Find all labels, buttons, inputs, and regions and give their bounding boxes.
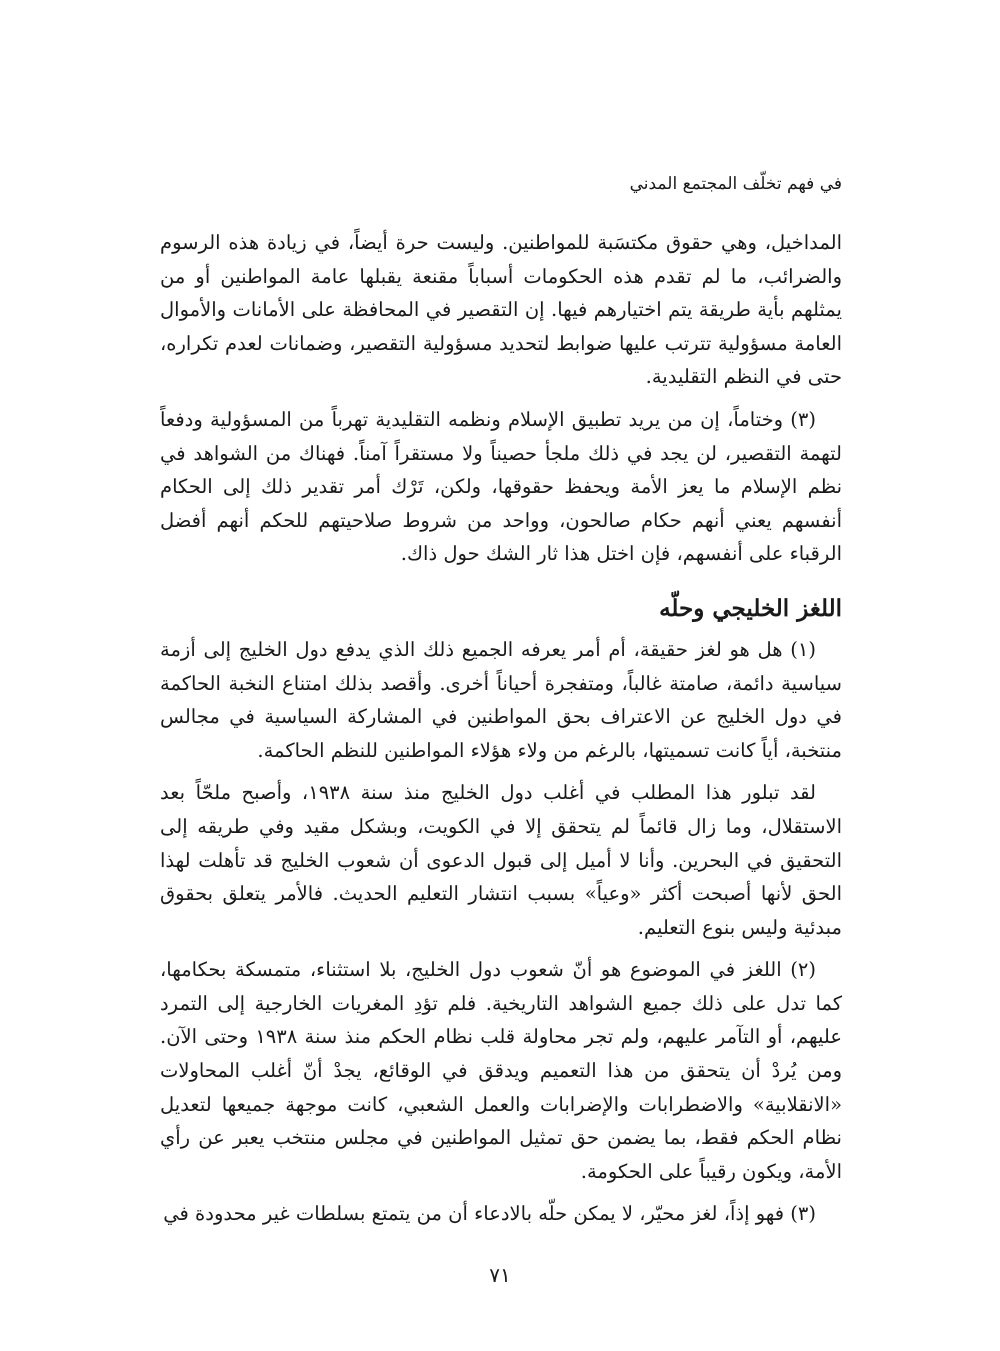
- paragraph-1: (١) هل هو لغز حقيقة، أم أمر يعرفه الجميع ذلك الذي يدفع دول الخليج إلى أزمة سياسية دائمة، صامتة غالباً، ومتفجرة أحياناً أخرى. وأقصد بذلك امتناع النخبة الحاكمة في دول الخليج عن الاعتراف بحق المواطنين في المشاركة السياسية في مجالس منتخبة، أياً كانت تسميتها، بالرغم من ولاء هؤلاء المواطنين للنظم الحاكمة.: [160, 637, 842, 762]
- paragraph-2: لقد تبلور هذا المطلب في أغلب دول الخليج منذ سنة ١٩٣٨، وأصبح ملحّاً بعد الاستقلال، وما زال قائماً لم يتحقق إلا في الكويت، وبشكل مقيد وفي طريقه إلى التحقيق في البحرين. وأنا لا أميل إلى قبول الدعوى أن شعوب الخليج قد تأهلت لهذا الحق لأنها أصبحت أكثر «وعياً» بسبب انتشار التعليم الحديث. فالأمر يتعلق بحقوق مبدئية وليس بنوع التعليم.: [160, 781, 842, 939]
- paragraph-3: (٢) اللغز في الموضوع هو أنّ شعوب دول الخليج، بلا استثناء، متمسكة بحكامها، كما تدل على ذلك جميع الشواهد التاريخية. فلم تؤدِ المغريات الخارجية إلى التمرد عليهم، أو التآمر عليهم، ولم تجر محاولة قلب نظام الحكم منذ سنة ١٩٣٨ وحتى الآن. ومن يُردْ أن يتحقق من هذا التعميم ويدقق في الوقائع، يجدْ أنّ أغلب المحاولات «الانقلابية» والاضطرابات والإضرابات والعمل الشعبي، كانت موجهة جميعها لتعديل نظام الحكم فقط، بما يضمن حق تمثيل المواطنين في مجلس منتخب يعبر عن رأي الأمة، ويكون رقيباً على الحكومة.: [160, 958, 842, 1183]
- running-head: في فهم تخلّف المجتمع المدني: [629, 174, 842, 194]
- page-body: [160, 226, 842, 1231]
- page-number: ٧١: [489, 1263, 511, 1287]
- paragraph-conclusion: (٣) وختاماً، إن من يريد تطبيق الإسلام ونظمه التقليدية تهرباً من المسؤولية ودفعاً لتهمة التقصير، لن يجد في ذلك ملجأ حصيناً ولا مستقراً آمناً. فهناك من الشواهد في نظم الإسلام ما يعز الأمة ويحفظ حقوقها، ولكن، تَرْك أمر تقدير ذلك إلى الحكام أنفسهم يعني أنهم حكام صالحون، وواحد من شروط صلاحيتهم للحكم أنهم أفضل الرقباء على أنفسهم، فإن اختل هذا ثار الشك حول ذاك.: [160, 407, 842, 566]
- paragraph-4: (٣) فهو إذاً، لغز محيّر، لا يمكن حلّه بالادعاء أن من يتمتع بسلطات غير محدودة في: [163, 1202, 816, 1226]
- paragraph-continuation: المداخيل، وهي حقوق مكتسَبة للمواطنين. وليست حرة أيضاً، في زيادة هذه الرسوم والضرائب، ما لم تقدم هذه الحكومات أسباباً مقنعة يقبلها عامة المواطنين أو من يمثلهم بأية طريقة يتم اختيارهم فيها. إن التقصير في المحافظة على الأمانات والأموال العامة مسؤولية تترتب عليها ضوابط لتحديد مسؤولية التقصير، وضمانات لعدم تكراره، حتى في النظم التقليدية.: [160, 231, 842, 389]
- section-heading: اللغز الخليجي وحلّه: [659, 594, 842, 622]
